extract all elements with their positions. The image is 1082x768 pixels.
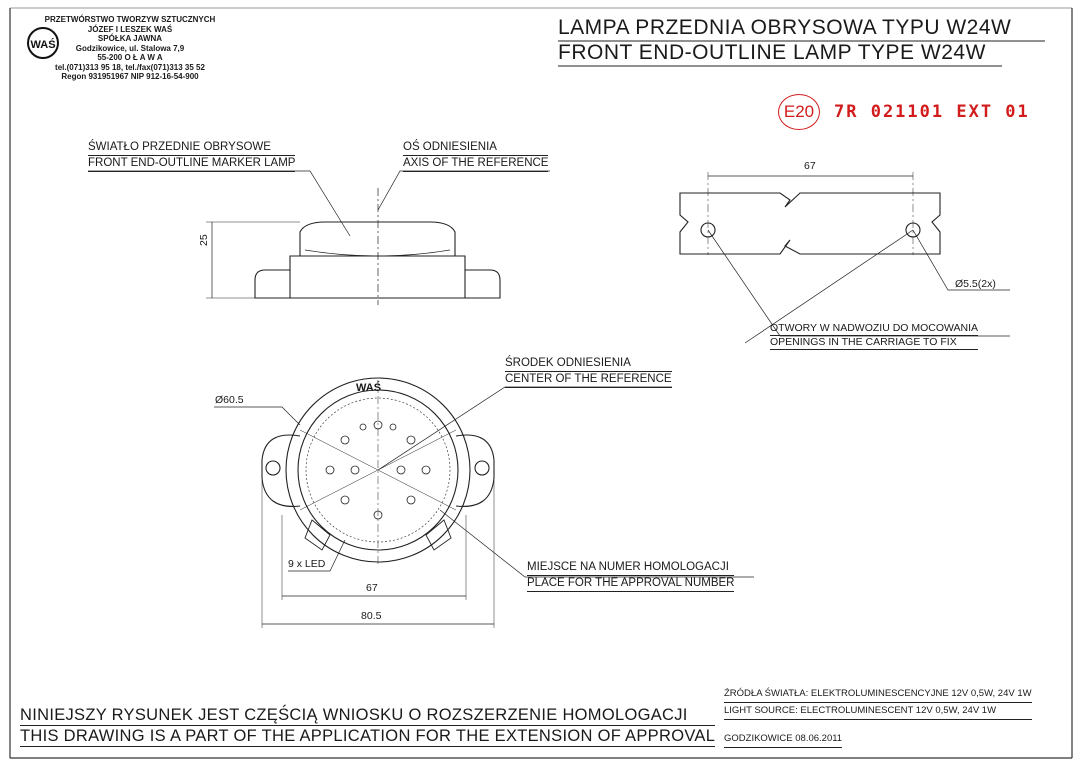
outer-width-dim: 80.5 — [361, 610, 382, 622]
company-line-3: SPÓŁKA JAWNA — [97, 34, 163, 43]
lamp-label-pl: ŚWIATŁO PRZEDNIE OBRYSOWE — [88, 140, 295, 156]
company-line-4: Godzikowice, ul. Stalowa 7,9 — [75, 43, 185, 53]
company-line-5: 55-200 O Ł A W A — [97, 53, 163, 62]
company-line-6: tel.(071)313 95 18, tel./fax(071)313 35 52 — [55, 62, 205, 72]
company-line-1: PRZETWÓRSTWO TWORZYW SZTUCZNYCH — [44, 15, 216, 24]
lamp-brand-text: WAŚ — [356, 382, 382, 394]
place-label-pl: MIEJSCE NA NUMER HOMOLOGACJI — [527, 560, 734, 576]
light-source-pl: ŹRÓDŁA ŚWIATŁA: ELEKTROLUMINESCENCYJNE 12V 0,5W, 24V 1W — [724, 686, 1032, 703]
place-label — [527, 560, 734, 592]
axis-label — [403, 140, 548, 172]
title-pl: LAMPA PRZEDNIA OBRYSOWA TYPU W24W — [558, 16, 1012, 39]
title-en: FRONT END-OUTLINE LAMP TYPE W24W — [558, 41, 986, 64]
center-label-en: CENTER OF THE REFERENCE — [505, 372, 672, 388]
openings-label — [770, 322, 978, 350]
center-label — [505, 356, 672, 388]
approval-mark — [778, 94, 1030, 130]
company-info — [30, 15, 230, 82]
hole-diameter-dim: Ø5.5(2x) — [955, 278, 996, 290]
place-date — [724, 731, 842, 748]
logo-text: WAŚ — [30, 39, 56, 51]
place-date-text: GODZIKOWICE 08.06.2011 — [724, 731, 842, 748]
center-label-pl: ŚRODEK ODNIESIENIA — [505, 356, 672, 372]
height-dim: 25 — [198, 234, 210, 246]
hole-spacing-dim: 67 — [804, 160, 816, 172]
side-view — [88, 171, 550, 305]
company-line-2: JÓZEF I LESZEK WAŚ — [87, 24, 173, 34]
approval-code: 7R 021101 EXT 01 — [834, 102, 1030, 122]
openings-label-pl: OTWORY W NADWOZIU DO MOCOWANIA — [770, 322, 979, 334]
footer-note-pl: NINIEJSZY RYSUNEK JEST CZĘŚCIĄ WNIOSKU O ROZSZERZENIE HOMOLOGACJI — [20, 705, 715, 726]
hole-pattern — [680, 172, 1010, 343]
axis-label-pl: OŚ ODNIESIENIA — [403, 140, 548, 156]
inner-width-dim: 67 — [366, 582, 378, 594]
e-mark: E20 — [778, 94, 820, 130]
diameter-dim: Ø60.5 — [215, 394, 244, 406]
footer-note-en: THIS DRAWING IS A PART OF THE APPLICATION FOR THE EXTENSION OF APPROVAL — [20, 727, 716, 745]
place-label-en: PLACE FOR THE APPROVAL NUMBER — [527, 576, 734, 592]
light-source — [724, 686, 1032, 720]
footer-note — [20, 705, 715, 747]
lamp-label-en: FRONT END-OUTLINE MARKER LAMP — [88, 156, 295, 172]
axis-label-en: AXIS OF THE REFERENCE — [403, 156, 548, 172]
light-source-en: LIGHT SOURCE: ELECTROLUMINESCENT 12V 0,5W, 24V 1W — [724, 703, 1032, 720]
leds-dim: 9 x LED — [288, 558, 326, 570]
lamp-label — [88, 140, 295, 172]
company-line-7: Regon 931951967 NIP 912-16-54-900 — [61, 72, 199, 81]
openings-label-en: OPENINGS IN THE CARRIAGE TO FIX — [770, 336, 978, 350]
